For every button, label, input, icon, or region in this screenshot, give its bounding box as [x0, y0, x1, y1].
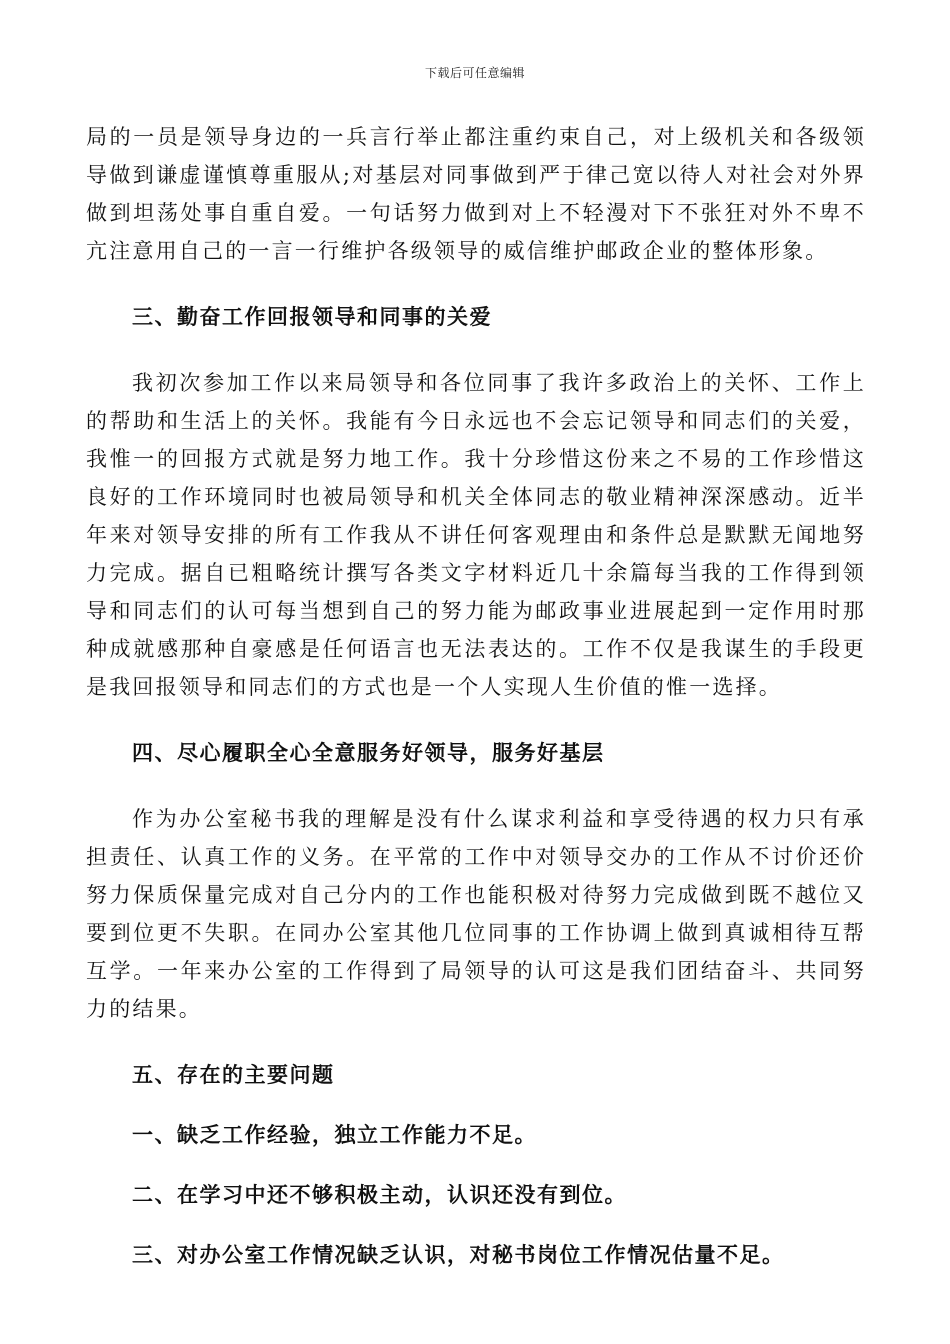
section-heading-3: 三、勤奋工作回报领导和同事的关爱	[132, 304, 492, 329]
document-body	[86, 118, 866, 1274]
problem-item-1: 一、缺乏工作经验，独立工作能力不足。	[132, 1122, 537, 1147]
section-heading-4: 四、尽心履职全心全意服务好领导，服务好基层	[132, 740, 605, 765]
paragraph-section-4: 作为办公室秘书我的理解是没有什么谋求利益和享受待遇的权力只有承担责任、认真工作的义务。在平常的工作中对领导交办的工作从不讨价还价努力保质保量完成对自己分内的工作也能积极对待努力完成做到既不越位又要到位更不失职。在同办公室其他几位同事的工作协调上做到真诚相待互帮互学。一年来办公室的工作得到了局领导的认可这是我们团结奋斗、共同努力的结果。	[86, 807, 866, 1021]
problem-item-3: 三、对办公室工作情况缺乏认识，对秘书岗位工作情况估量不足。	[132, 1242, 785, 1267]
header-note: 下载后可任意编辑	[424, 66, 525, 80]
problem-item-2: 二、在学习中还不够积极主动，认识还没有到位。	[132, 1182, 627, 1207]
section-heading-5: 五、存在的主要问题	[132, 1062, 335, 1087]
paragraph-section-3: 我初次参加工作以来局领导和各位同事了我许多政治上的关怀、工作上的帮助和生活上的关怀。我能有今日永远也不会忘记领导和同志们的关爱，我惟一的回报方式就是努力地工作。我十分珍惜这份来之不易的工作珍惜这良好的工作环境同时也被局领导和机关全体同志的敬业精神深深感动。近半年来对领导安排的所有工作我从不讲任何客观理由和条件总是默默无闻地努力完成。据自已粗略统计撰写各类文字材料近几十余篇每当我的工作得到领导和同志们的认可每当想到自己的努力能为邮政事业进展起到一定作用时那种成就感那种自豪感是任何语言也无法表达的。工作不仅是我谋生的手段更是我回报领导和同志们的方式也是一个人实现人生价值的惟一选择。	[86, 371, 866, 699]
paragraph-continuation: 局的一员是领导身边的一兵言行举止都注重约束自己，对上级机关和各级领导做到谦虚谨慎尊重服从;对基层对同事做到严于律己宽以待人对社会对外界做到坦荡处事自重自爱。一句话努力做到对上不轻漫对下不张狂对外不卑不亢注意用自己的一言一行维护各级领导的威信维护邮政企业的整体形象。	[86, 125, 866, 263]
